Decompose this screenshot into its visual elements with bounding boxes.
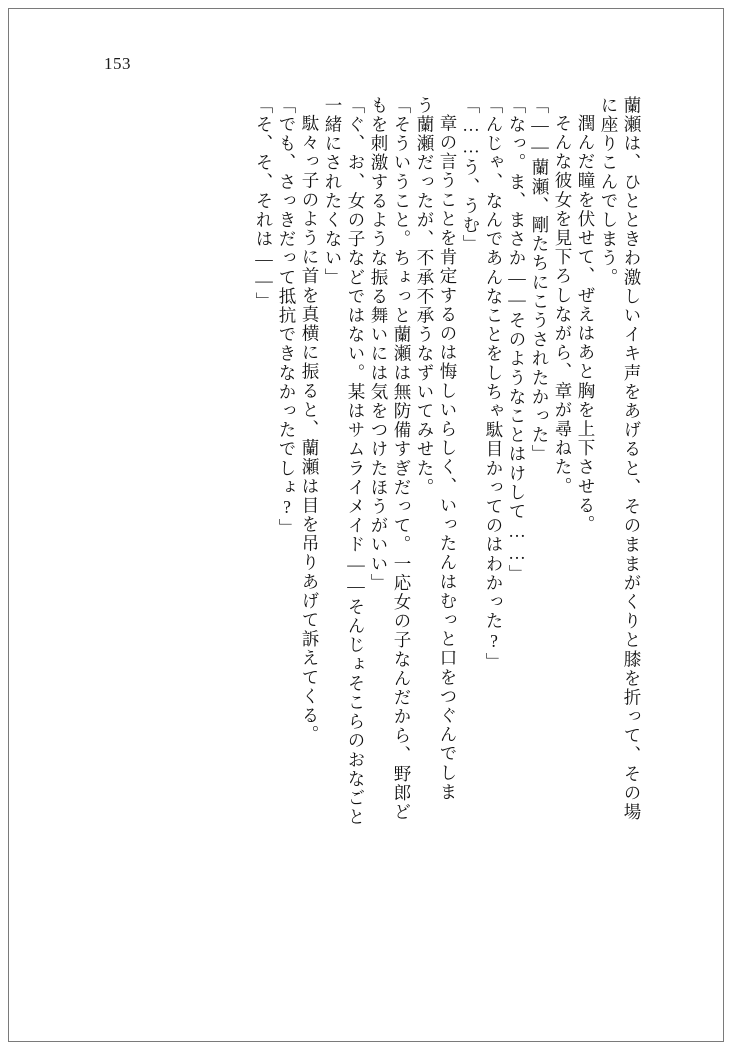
text-line: 「そ、そ、それは——」 [254, 96, 274, 312]
text-line: 章の言うことを肯定するのは悔しいらしく、いったんはむっと口をつぐんでしま [438, 114, 458, 802]
text-line: もを刺激するような振る舞いには気をつけたほうがいい」 [369, 96, 389, 593]
text-line: 蘭瀬は、ひとときわ激しいイキ声をあげると、そのままがくりと膝を折って、その場 [622, 96, 642, 822]
text-line: 潤んだ瞳を伏せて、ぜえはあと胸を上下させる。 [576, 114, 596, 535]
text-line: 一緒にされたくない」 [323, 96, 343, 287]
page-number: 153 [104, 54, 131, 73]
text-line: 「んじゃ、なんであんなことをしちゃ駄目かってのはわかった?」 [484, 96, 504, 672]
text-line: 「なっ。ま、まさか——そのようなことはけして……」 [507, 96, 527, 584]
vertical-text-body [80, 96, 640, 926]
text-line: う蘭瀬だったが、不承不承うなずいてみせた。 [415, 96, 435, 498]
text-line: 「でも、さっきだって抵抗できなかったでしょ?」 [277, 96, 297, 538]
text-line: 「そういうこと。ちょっと蘭瀬は無防備すぎだって。一応女の子なんだから、野郎ど [392, 96, 412, 822]
text-line: に座りこんでしまう。 [599, 96, 619, 287]
text-line: そんな彼女を見下ろしながら、章が尋ねた。 [553, 114, 573, 496]
text-line: 駄々っ子のように首を真横に振ると、蘭瀬は目を吊りあげて訴えてくる。 [300, 114, 320, 745]
text-line: 「……う、うむ」 [461, 96, 481, 254]
text-line: 「——蘭瀬、剛たちにこうされたかった」 [530, 96, 550, 464]
text-line: 「ぐ、お、女の子などではない。某はサムライメイド——そんじょそこらのおなごと [346, 96, 366, 827]
